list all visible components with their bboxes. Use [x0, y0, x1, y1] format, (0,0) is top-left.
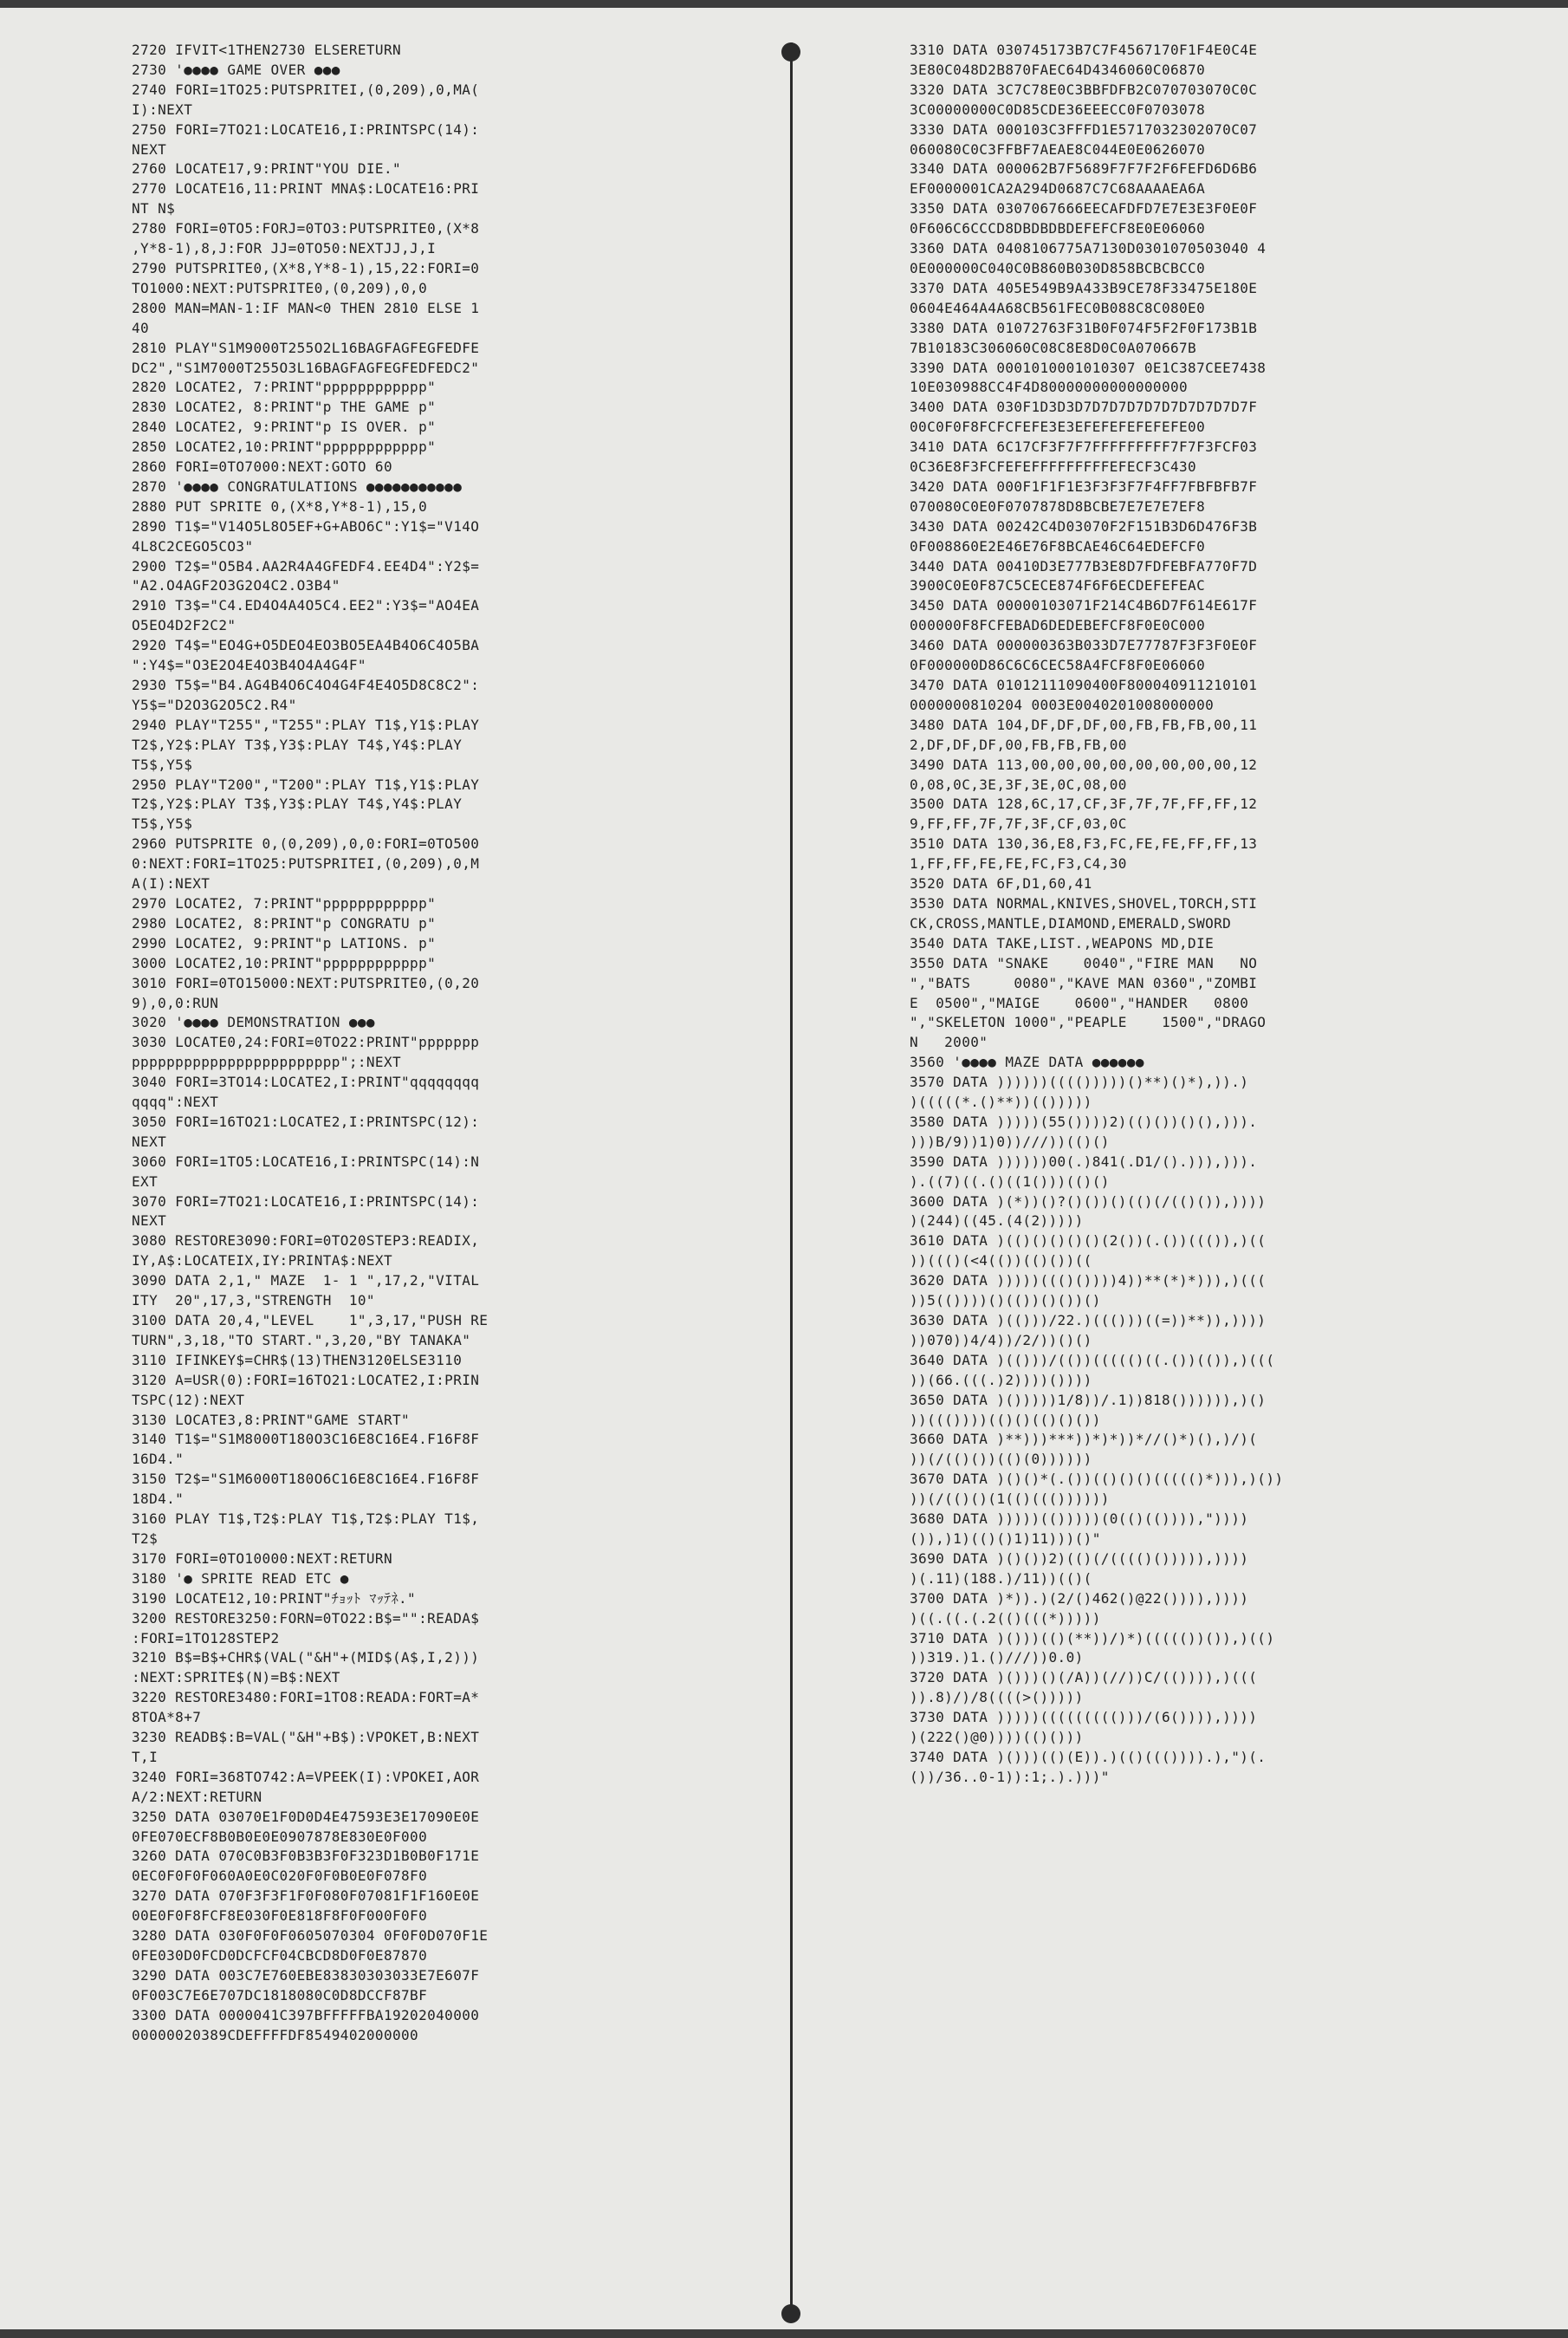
- listing-column-right: [910, 41, 1525, 1788]
- column-divider: [790, 42, 793, 2322]
- divider-dot-bottom-icon: [781, 2304, 800, 2323]
- basic-code-listing-left: 2720 IFVIT<1THEN2730 ELSERETURN 2730 '●●●● GAME OVER ●●● 2740 FORI=1TO25:PUTSPRITEI,(0,209),0,MA( I):NEXT 2750 FORI=7TO21:LOCATE16,I:PRINTSPC(14): NEXT 2760 LOCATE17,9:PRINT"YOU DIE." 2770 LOCATE16,11:PRINT MNA$:LOCATE16:PRI NT N$ 2780 FORI=0TO5:FORJ=0TO3:PUTSPRITE0,(X*8 ,Y*8-1),8,J:FOR JJ=0TO50:NEXTJJ,J,I 2790 PUTSPRITE0,(X*8,Y*8-1),15,22:FORI=0 TO1000:NEXT:PUTSPRITE0,(0,209),0,0 2800 MAN=MAN-1:IF MAN<0 THEN 2810 ELSE 1 40 2810 PLAY"S1M9000T255O2L16BAGFAGFEGFEDFE DC2","S1M7000T255O3L16BAGFAGFEGFEDFEDC2" 2820 LOCATE2, 7:PRINT"pppppppppppp" 2830 LOCATE2, 8:PRINT"p THE GAME p" 2840 LOCATE2, 9:PRINT"p IS OVER. p" 2850 LOCATE2,10:PRINT"pppppppppppp" 2860 FORI=0TO7000:NEXT:GOTO 60 2870 '●●●● CONGRATULATIONS ●●●●●●●●●●● 2880 PUT SPRITE 0,(X*8,Y*8-1),15,0 2890 T1$="V14O5L8O5EF+G+ABO6C":Y1$="V14O 4L8C2CEGO5CO3" 2900 T2$="O5B4.AA2R4A4GFEDF4.EE4D4":Y2$= "A2.O4AGF2O3G2O4C2.O3B4" 2910 T3$="C4.ED4O4A4O5C4.EE2":Y3$="AO4EA O5EO4D2F2C2" 2920 T4$="EO4G+O5DEO4EO3BO5EA4B4O6C4O5BA ":Y4$="O3E2O4E4O3B4O4A4G4F" 2930 T5$="B4.AG4B4O6C4O4G4F4E4O5D8C8C2": Y5$="D2O3G2O5C2.R4" 2940 PLAY"T255","T255":PLAY T1$,Y1$:PLAY T2$,Y2$:PLAY T3$,Y3$:PLAY T4$,Y4$:PLAY T5$,Y5$ 2950 PLAY"T200","T200":PLAY T1$,Y1$:PLAY T2$,Y2$:PLAY T3$,Y3$:PLAY T4$,Y4$:PLAY T5$,Y5$ 2960 PUTSPRITE 0,(0,209),0,0:FORI=0TO500 0:NEXT:FORI=1TO25:PUTSPRITEI,(0,209),0,M A(I):NEXT 2970 LOCATE2, 7:PRINT"pppppppppppp" 2980 LOCATE2, 8:PRINT"p CONGRATU p" 2990 LOCATE2, 9:PRINT"p LATIONS. p" 3000 LOCATE2,10:PRINT"pppppppppppp" 3010 FORI=0TO15000:NEXT:PUTSPRITE0,(0,20 9),0,0:RUN 3020 '●●●● DEMONSTRATION ●●● 3030 LOCATE0,24:FORI=0TO22:PRINT"ppppppp pppppppppppppppppppppppp";:NEXT 3040 FORI=3TO14:LOCATE2,I:PRINT"qqqqqqqq qqqq":NEXT 3050 FORI=16TO21:LOCATE2,I:PRINTSPC(12): NEXT 3060 FORI=1TO5:LOCATE16,I:PRINTSPC(14):N EXT 3070 FORI=7TO21:LOCATE16,I:PRINTSPC(14): NEXT 3080 RESTORE3090:FORI=0TO20STEP3:READIX, IY,A$:LOCATEIX,IY:PRINTA$:NEXT 3090 DATA 2,1," MAZE 1- 1 ",17,2,"VITAL ITY 20",17,3,"STRENGTH 10" 3100 DATA 20,4,"LEVEL 1",3,17,"PUSH RE TURN",3,18,"TO START.",3,20,"BY TANAKA" 3110 IFINKEY$=CHR$(13)THEN3120ELSE3110 3120 A=USR(0):FORI=16TO21:LOCATE2,I:PRIN TSPC(12):NEXT 3130 LOCATE3,8:PRINT"GAME START" 3140 T1$="S1M8000T180O3C16E8C16E4.F16F8F 16D4." 3150 T2$="S1M6000T180O6C16E8C16E4.F16F8F 18D4." 3160 PLAY T1$,T2$:PLAY T1$,T2$:PLAY T1$, T2$ 3170 FORI=0TO10000:NEXT:RETURN 3180 '● SPRITE READ ETC ● 3190 LOCATE12,10:PRINT"ﾁｮｯﾄ ﾏｯﾃﾈ." 3200 RESTORE3250:FORN=0TO22:B$="":READA$ :FORI=1TO128STEP2 3210 B$=B$+CHR$(VAL("&H"+(MID$(A$,I,2))) :NEXT:SPRITE$(N)=B$:NEXT 3220 RESTORE3480:FORI=1TO8:READA:FORT=A* 8TOA*8+7 3230 READB$:B=VAL("&H"+B$):VPOKET,B:NEXT T,I 3240 FORI=368TO742:A=VPEEK(I):VPOKEI,AOR A/2:NEXT:RETURN 3250 DATA 03070E1F0D0D4E47593E3E17090E0E 0FE070ECF8B0B0E0E0907878E830E0F000 3260 DATA 070C0B3F0B3B3F0F323D1B0B0F171E 0EC0F0F0F060A0E0C020F0F0B0E0F078F0 3270 DATA 070F3F3F1F0F080F07081F1F160E0E 00E0F0F8FCF8E030F0E818F8F0F000F0F0 3280 DATA 030F0F0F0605070304 0F0F0D070F1E 0FE030D0FCD0DCFCF04CBCD8D0F0E87870 3290 DATA 003C7E760EBE83830303033E7E607F 0F003C7E6E707DC1818080C0D8DCCF87BF 3300 DATA 0000041C397BFFFFFBA19202040000 00000020389CDEFFFFDF8549402000000: [132, 42, 489, 2043]
- listing-column-left: [132, 41, 773, 2046]
- basic-code-listing-right: 3310 DATA 030745173B7C7F4567170F1F4E0C4E 3E80C048D2B870FAEC64D4346060C06870 3320 DATA 3C7C78E0C3BBFDFB2C070703070C0C 3C00000000C0D85CDE36EEECC0F0703078 3330 DATA 000103C3FFFD1E5717032302070C07 060080C0C3FFBF7AEAE8C044E0E0626070 3340 DATA 000062B7F5689F7F7F2F6FEFD6D6B6 EF0000001CA2A294D0687C7C68AAAAEA6A 3350 DATA 0307067666EECAFDFD7E7E3E3F0E0F 0F606C6CCCD8DBDBDBDEFEFCF8E0E06060 3360 DATA 0408106775A7130D0301070503040 4 0E000000C040C0B860B030D858BCBCBCC0 3370 DATA 405E549B9A433B9CE78F33475E180E 0604E464A4A68CB561FEC0B088C8C080E0 3380 DATA 01072763F31B0F074F5F2F0F173B1B 7B10183C306060C08C8E8D0C0A070667B 3390 DATA 0001010001010307 0E1C387CEE7438 10E030988CC4F4D80000000000000000 3400 DATA 030F1D3D3D7D7D7D7D7D7D7D7D7D7F 00C0F0F8FCFCFEFE3E3EFEFEFEFEFEFE00 3410 DATA 6C17CF3F7F7FFFFFFFFF7F7F3FCF03 0C36E8F3FCFEFEFFFFFFFFFEFECF3C430 3420 DATA 000F1F1F1E3F3F3F7F4FF7FBFBFB7F 070080C0E0F0707878D8BCBE7E7E7E7EF8 3430 DATA 00242C4D03070F2F151B3D6D476F3B 0F008860E2E46E76F8BCAE46C64EDEFCF0 3440 DATA 00410D3E777B3E8D7FDFEBFA770F7D 3900C0E0F87C5CECE874F6F6ECDEFEFEAC 3450 DATA 00000103071F214C4B6D7F614E617F 000000F8FCFEBAD6DEDEBEFCF8F0E0C000 3460 DATA 000000363B033D7E77787F3F3F0E0F 0F000000D86C6C6CEC58A4FCF8F0E06060 3470 DATA 01012111090400F800040911210101 0000000810204 0003E0040201008000000 3480 DATA 104,DF,DF,DF,00,FB,FB,FB,00,11 2,DF,DF,DF,00,FB,FB,FB,00 3490 DATA 113,00,00,00,00,00,00,00,00,12 0,08,0C,3E,3F,3E,0C,08,00 3500 DATA 128,6C,17,CF,3F,7F,7F,FF,FF,12 9,FF,FF,7F,7F,3F,CF,03,0C 3510 DATA 130,36,E8,F3,FC,FE,FE,FF,FF,13 1,FF,FF,FE,FE,FC,F3,C4,30 3520 DATA 6F,D1,60,41 3530 DATA NORMAL,KNIVES,SHOVEL,TORCH,STI CK,CROSS,MANTLE,DIAMOND,EMERALD,SWORD 3540 DATA TAKE,LIST.,WEAPONS MD,DIE 3550 DATA "SNAKE 0040","FIRE MAN NO ","BATS 0080","KAVE MAN 0360","ZOMBI E 0500","MAIGE 0600","HANDER 0800 ","SKELETON 1000","PEAPLE 1500","DRAGO N 2000" 3560 '●●●● MAZE DATA ●●●●●● 3570 DATA ))))))(((()))))()**)()*),)).) )(((((*.()**))(())))) 3580 DATA )))))(55())))2)(()())()(),))). )))B/9))1)0))///))(()() 3590 DATA ))))))00(.)841(.D1/().))),))). ).((7)((.()((1()))(()() 3600 DATA )(*))()?()())()(()(/(()()),)))) )(244)((45.(4(2))))) 3610 DATA )(()()()()()(2())(.())((()),)(( ))((()(<4(())(()())(( 3620 DATA )))))((()())))4))**(*)*))),)((( ))5(())))()(())()())() 3630 DATA )(()))/22.)((()))((=))**)),)))) ))070))4/4))/2/))()() 3640 DATA )(()))/(())((((()((.())(()),)((( ))(66.(((.)2))))()))) 3650 DATA )()))))1/8))/.1))818()))))),)() ))((())))(()()(()()()) 3660 DATA )**)))***))*)*))*//()*)(),)/)( ))(/(()())(()(0)))))) 3670 DATA )()()*(.())(()()()((((()*))),)()) ))(/(()()(1(()((()))))) 3680 DATA )))))(()))))(0(()(()))),")))) ()),)1)(()()1)11)))()" 3690 DATA )()())2)(()(/(((()())))),)))) )(.11)(188.)/11))(()( 3700 DATA )*)).)(2/()462()@22()))),)))) )((.((.(.2(()(((*))))) 3710 DATA )()))(()(**))/)*)((((())()),)(() ))319.)1.()///))0.0) 3720 DATA )()))()(/A))(//))C/(()))),)((( )).8)/)/8((((>())))) 3730 DATA )))))((((((((()))/(6()))),)))) )(222()@0))))(()())) 3740 DATA )()))(()(E)).)(()((()))).),")(. ())/36..0-1)):1;.).)))": [910, 42, 1284, 1785]
- divider-dot-top-icon: [781, 42, 800, 62]
